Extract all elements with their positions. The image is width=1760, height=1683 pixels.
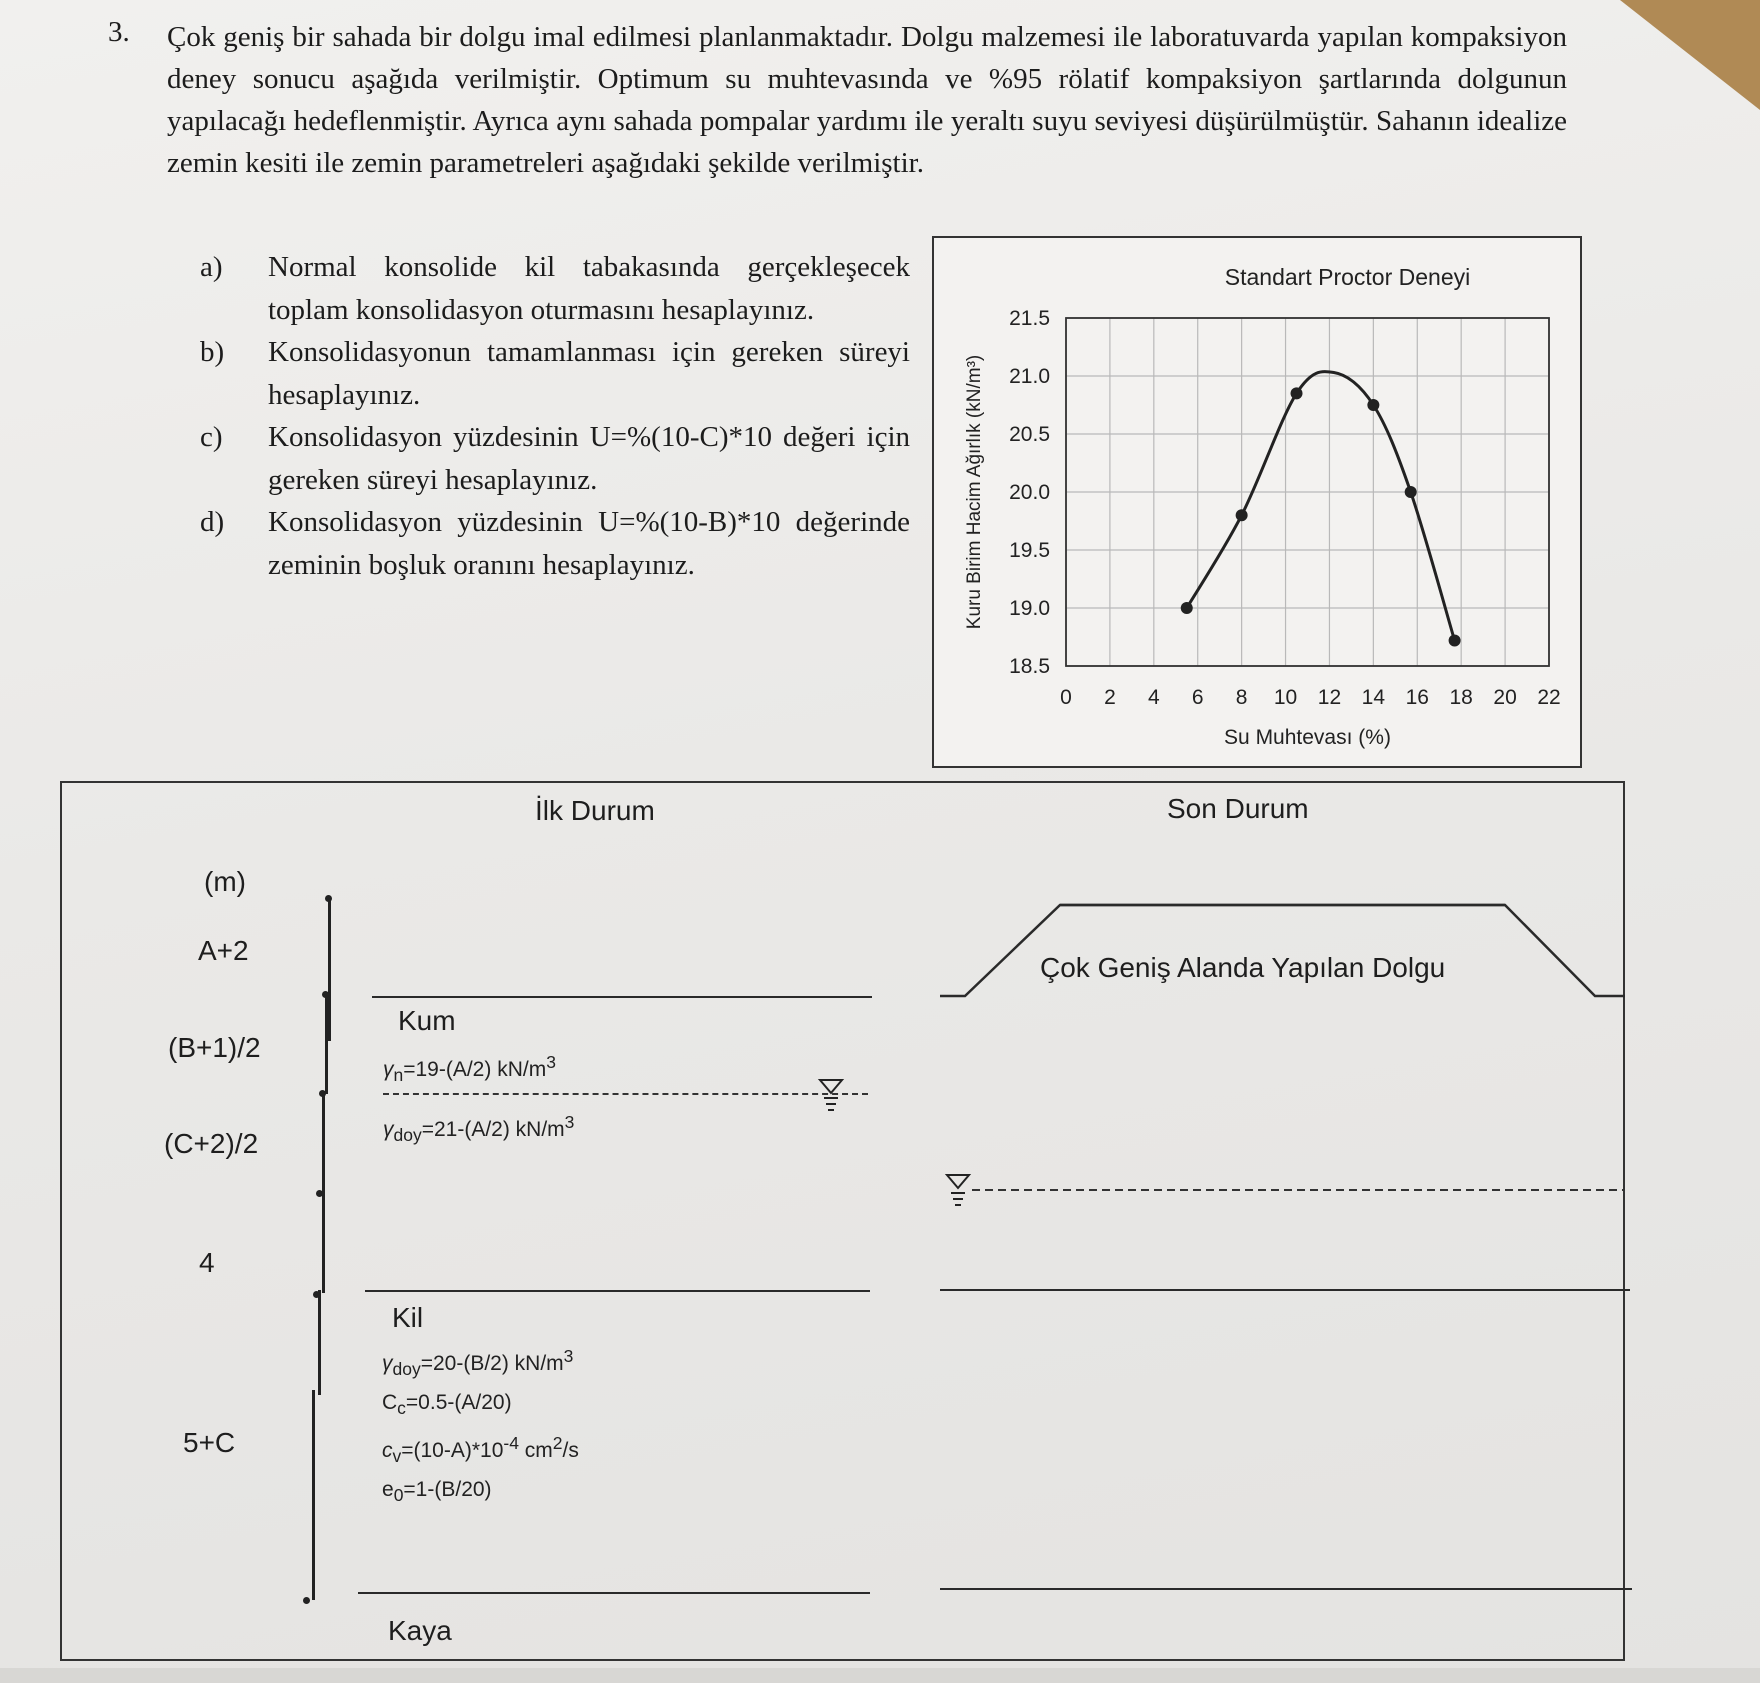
question-text: Çok geniş bir sahada bir dolgu imal edilmesi planlanmaktadır. Dolgu malzemesi ile laboratuvarda yapılan kompaksiyon deney sonucu aşağıda verilmiştir. Optimum su muhtevasında ve %95 rölatif kompaksiyon şartlarında dolgunun yapılacağı hedeflenmiştir. Ayrıca aynı sahada pompalar yardımı ile yeraltı suyu seviyesi düşürülmüştür. Sahanın idealize zemin kesiti ile zemin parametreleri aşağıdaki şekilde verilmiştir. (167, 21, 1567, 179)
clay-cv: $c_v=(10-A)*10^{-4}$ $cm^2/s$ (382, 1433, 579, 1467)
x-tick-label: 6 (1191, 686, 1204, 709)
lowered-water-table-icon (947, 1175, 969, 1205)
y-tick-label: 20.5 (1009, 423, 1050, 446)
depth-label: 5+C (183, 1427, 236, 1458)
part-label: c) (200, 421, 223, 453)
part-label: a) (200, 251, 223, 283)
part-text: Konsolidasyon yüzdesinin U=%(10-C)*10 değeri için gereken süreyi hesaplayınız. (268, 421, 910, 496)
depth-label: (B+1)/2 (168, 1032, 261, 1063)
clay-cc: $C_c=0.5-(A/20)$ (382, 1391, 512, 1419)
part-text: Normal konsolide kil tabakasında gerçekleşecek toplam konsolidasyon oturmasını hesaplayınız. (268, 251, 910, 326)
x-tick-label: 20 (1493, 686, 1517, 709)
sand-gamma-sat: $\gamma_{doy}=21-(A/2)$ $kN/m^3$ (383, 1112, 575, 1146)
chart-title: Standart Proctor Deneyi (1224, 264, 1471, 290)
unit-label: (m) (204, 866, 246, 897)
sand-gamma-n: $\gamma_n=19-(A/2)$ $kN/m^3$ (383, 1052, 556, 1086)
y-tick-label: 21.0 (1009, 365, 1050, 388)
sand-label: Kum (398, 1005, 456, 1036)
water-table-icon (820, 1080, 842, 1110)
depth-label: A+2 (198, 935, 249, 966)
x-tick-label: 18 (1449, 686, 1473, 709)
x-tick-label: 12 (1317, 686, 1342, 709)
clay-gamma-sat: $\gamma_{doy}=20-(B/2)$ $kN/m^3$ (382, 1346, 574, 1380)
x-tick-label: 14 (1361, 686, 1386, 709)
part-label: b) (200, 336, 225, 368)
fill-label: Çok Geniş Alanda Yapılan Dolgu (1040, 952, 1446, 983)
clay-e0: $e_0=1-(B/20)$ (382, 1478, 492, 1506)
y-tick-label: 19.5 (1009, 539, 1050, 562)
y-tick-label: 19.0 (1009, 597, 1050, 620)
rock-label: Kaya (388, 1615, 452, 1646)
depth-label: 4 (199, 1247, 215, 1278)
part-text: Konsolidasyon yüzdesinin U=%(10-B)*10 değerinde zeminin boşluk oranını hesaplayınız. (268, 506, 910, 581)
x-tick-label: 4 (1147, 686, 1160, 709)
x-tick-label: 10 (1273, 686, 1298, 709)
y-tick-label: 21.5 (1009, 307, 1050, 330)
part-label: d) (200, 506, 225, 538)
initial-state-title: İlk Durum (535, 795, 655, 826)
x-tick-label: 0 (1060, 686, 1072, 709)
final-state-title: Son Durum (1167, 793, 1309, 824)
part-text: Konsolidasyonun tamamlanması için gereken süreyi hesaplayınız. (268, 336, 910, 411)
question-number: 3. (108, 16, 130, 48)
x-tick-label: 8 (1235, 686, 1248, 709)
x-axis-label: Su Muhtevası (%) (1224, 726, 1391, 749)
y-tick-label: 18.5 (1009, 655, 1050, 678)
depth-label: (C+2)/2 (164, 1128, 259, 1159)
y-tick-label: 20.0 (1009, 481, 1050, 504)
clay-label: Kil (392, 1302, 424, 1333)
x-tick-label: 22 (1537, 686, 1561, 709)
y-axis-label: Kuru Birim Hacim Ağırlık (kN/m³) (964, 354, 985, 630)
x-tick-label: 2 (1104, 686, 1116, 709)
x-tick-label: 16 (1405, 686, 1429, 709)
page-edge (0, 1668, 1760, 1683)
